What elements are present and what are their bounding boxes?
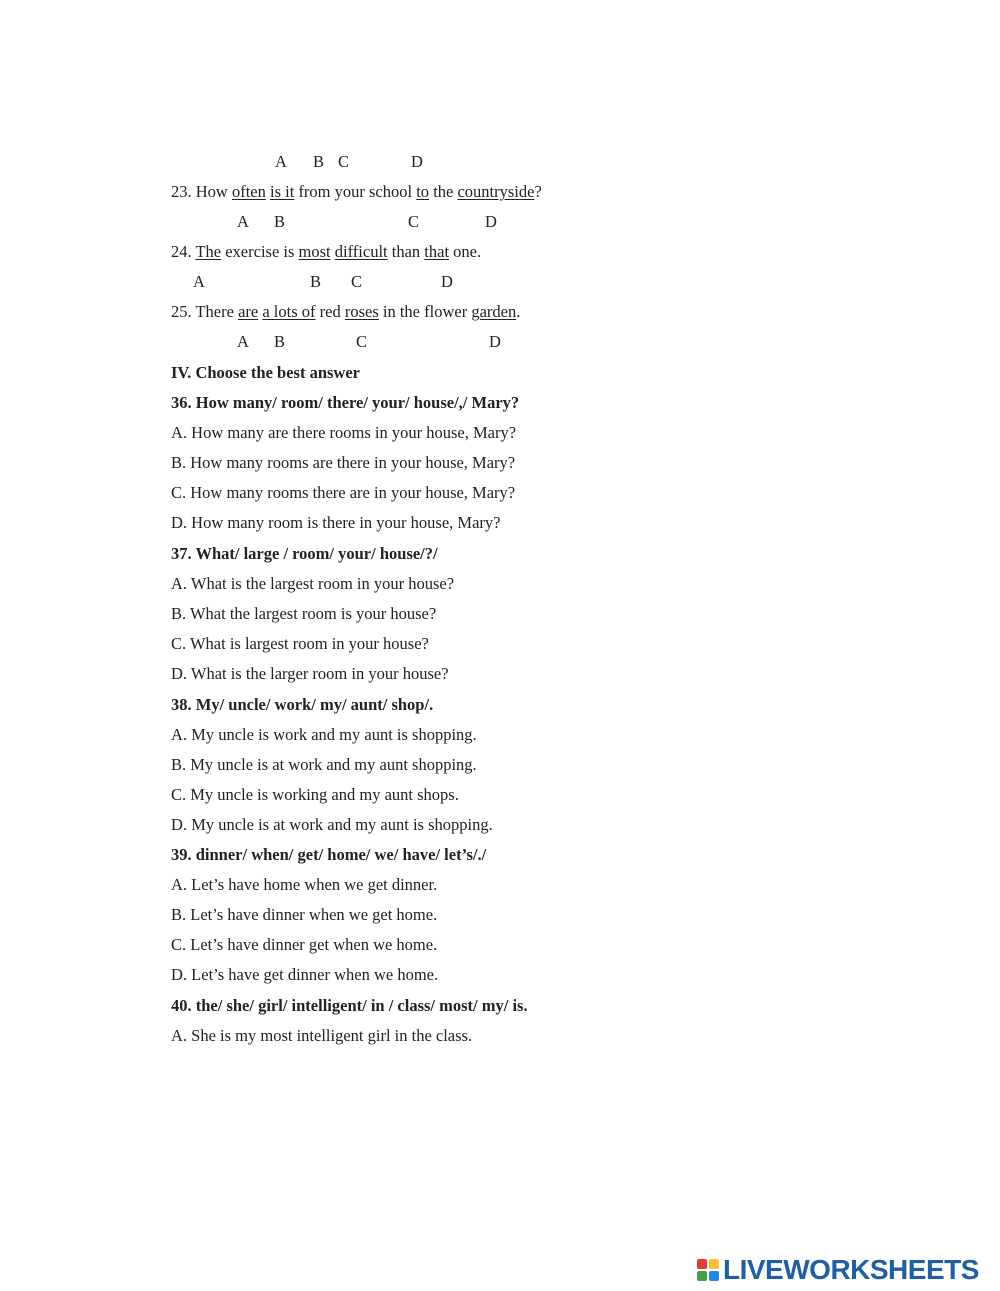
question-39-option-d: D. Let’s have get dinner when we home. — [171, 965, 439, 984]
answer-label-a: A — [193, 272, 205, 291]
answer-label-b: B — [310, 272, 322, 291]
question-36-option-c: C. How many rooms there are in your house, Mary? — [171, 483, 516, 502]
underlined-option-d: that — [424, 242, 450, 261]
answer-label-c: C — [351, 272, 363, 291]
underlined-option-c: to — [416, 182, 430, 201]
question-39-option-c: C. Let’s have dinner get when we home. — [171, 935, 438, 954]
logo-block-blue — [709, 1271, 719, 1281]
answer-label-c: C — [408, 212, 420, 231]
question-39-prompt: 39. dinner/ when/ get/ home/ we/ have/ let’s/./ — [171, 845, 487, 864]
question-38-option-a: A. My uncle is work and my aunt is shopping. — [171, 725, 477, 744]
question-37-option-c: C. What is largest room in your house? — [171, 634, 429, 653]
underlined-option-b: most — [298, 242, 331, 261]
answer-label-a: A — [237, 332, 249, 351]
question-40-option-a: A. She is my most intelligent girl in the class. — [171, 1026, 473, 1045]
question-37-prompt: 37. What/ large / room/ your/ house/?/ — [171, 544, 438, 563]
text-segment: There — [191, 302, 239, 321]
question-37-option-a: A. What is the largest room in your house? — [171, 574, 455, 593]
question-36-option-b: B. How many rooms are there in your house, Mary? — [171, 453, 516, 472]
question-40-prompt: 40. the/ she/ girl/ intelligent/ in / class/ most/ my/ is. — [171, 996, 528, 1015]
question-38-prompt: 38. My/ uncle/ work/ my/ aunt/ shop/. — [171, 695, 434, 714]
answer-label-a: A — [275, 152, 287, 171]
question-38-option-d: D. My uncle is at work and my aunt is shopping. — [171, 815, 493, 834]
question-36-prompt: 36. How many/ room/ there/ your/ house/,/ Mary? — [171, 393, 520, 412]
underlined-option-c: difficult — [334, 242, 388, 261]
answer-label-d: D — [441, 272, 453, 291]
answer-label-c: C — [356, 332, 368, 351]
question-37-option-b: B. What the largest room is your house? — [171, 604, 437, 623]
logo-text: LIVEWORKSHEETS — [723, 1254, 979, 1285]
question-number: 24. — [171, 242, 192, 261]
text-segment: from your school — [294, 182, 417, 201]
question-37-option-d: D. What is the larger room in your house? — [171, 664, 449, 683]
text-segment: . — [516, 302, 521, 321]
underlined-option-a: often — [231, 182, 266, 201]
answer-label-c: C — [338, 152, 350, 171]
underlined-option-d: countryside — [457, 182, 535, 201]
text-segment: red — [315, 302, 345, 321]
text-segment: the — [429, 182, 458, 201]
answer-label-d: D — [485, 212, 497, 231]
liveworksheets-logo — [697, 1254, 979, 1286]
text-segment: exercise is — [221, 242, 299, 261]
text-segment: one. — [449, 242, 482, 261]
text-segment: ? — [534, 182, 542, 201]
logo-blocks-icon — [697, 1259, 719, 1281]
question-23 — [171, 182, 542, 202]
question-number: 23. — [171, 182, 192, 201]
logo-block-yellow — [709, 1259, 719, 1269]
underlined-option-c: roses — [344, 302, 379, 321]
section-heading: IV. Choose the best answer — [171, 363, 360, 382]
answer-label-d: D — [411, 152, 423, 171]
text-segment: than — [387, 242, 425, 261]
question-38-option-c: C. My uncle is working and my aunt shops. — [171, 785, 459, 804]
answer-label-b: B — [274, 332, 286, 351]
answer-label-a: A — [237, 212, 249, 231]
answer-label-b: B — [313, 152, 325, 171]
text-segment: How — [191, 182, 232, 201]
text-segment: in the flower — [378, 302, 472, 321]
underlined-option-b: is it — [270, 182, 295, 201]
underlined-option-a: The — [195, 242, 222, 261]
underlined-option-a: are — [238, 302, 259, 321]
question-38-option-b: B. My uncle is at work and my aunt shopping. — [171, 755, 477, 774]
question-39-option-b: B. Let’s have dinner when we get home. — [171, 905, 438, 924]
question-24 — [171, 242, 481, 262]
question-36-option-d: D. How many room is there in your house, Mary? — [171, 513, 501, 532]
underlined-option-b: a lots of — [262, 302, 316, 321]
answer-label-d: D — [489, 332, 501, 351]
question-36-option-a: A. How many are there rooms in your house, Mary? — [171, 423, 517, 442]
question-39-option-a: A. Let’s have home when we get dinner. — [171, 875, 438, 894]
logo-block-green — [697, 1271, 707, 1281]
underlined-option-d: garden — [471, 302, 517, 321]
answer-label-b: B — [274, 212, 286, 231]
question-number: 25. — [171, 302, 192, 321]
logo-block-red — [697, 1259, 707, 1269]
question-25 — [171, 302, 520, 322]
